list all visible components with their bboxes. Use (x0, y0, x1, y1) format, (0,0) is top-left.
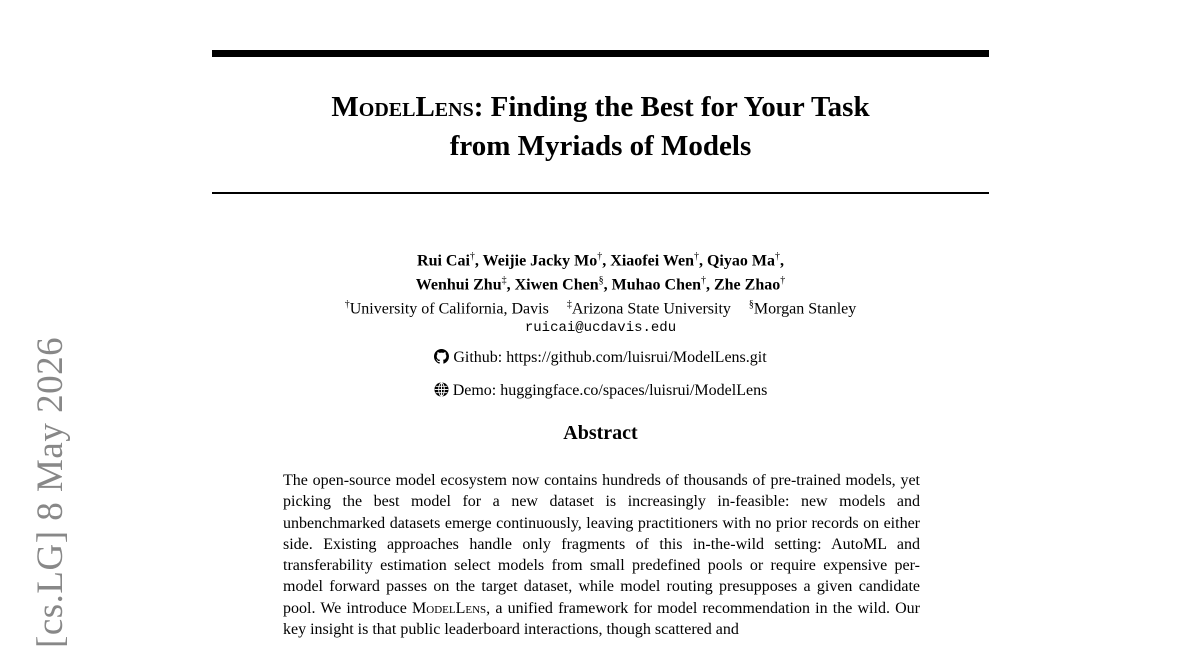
author-separator: , (603, 276, 612, 294)
author-line-2 (212, 271, 989, 295)
github-link-row[interactable] (212, 348, 989, 368)
globe-icon (434, 382, 449, 397)
author-mark: † (597, 251, 603, 262)
affiliations (212, 295, 989, 319)
author-separator: , (506, 276, 515, 294)
abstract-method-name: ModelLens (412, 599, 487, 617)
affiliation-name: Arizona State University (571, 300, 731, 318)
abstract-part-1: The open-source model ecosystem now contains hundreds of thousands of pre-trained models, yet picking the best model for a new dataset is increasingly in-feasible: new models and unbenchmarked datasets emerge continuously, leaving practitioners with no prior records on either side. Existing approaches handle only fragments of this in-the-wild setting: AutoML and transferability estimation select models from small predefined pools or require expensive per-model forward passes on the target dataset, while model routing presupposes a given candidate pool. We introduce (283, 472, 920, 617)
github-icon (434, 349, 449, 364)
author-separator: , (602, 252, 611, 270)
demo-link-row[interactable] (212, 381, 989, 401)
abstract-part-2: , a unified framework for model recommendation in the wild. Our key insight is that public leaderboard interactions, though scattered and (283, 599, 921, 639)
author-name: Xiaofei Wen (610, 252, 694, 270)
abstract-heading: Abstract (563, 422, 638, 444)
author-mark: † (774, 251, 780, 262)
author-name: Qiyao Ma (706, 252, 775, 270)
abstract-text (283, 470, 920, 640)
affiliation-mark: † (344, 299, 350, 310)
author-name: Xiwen Chen (514, 276, 599, 294)
affiliation-name: Morgan Stanley (753, 300, 857, 318)
author-separator: , (705, 276, 714, 294)
author-separator: , (698, 252, 707, 270)
author-name: Zhe Zhao (713, 276, 781, 294)
arxiv-side-stamp: [cs.LG] 8 May 2026 (30, 336, 71, 648)
author-name: Weijie Jacky Mo (482, 252, 598, 270)
author-separator: , (779, 252, 784, 270)
author-separator: , (474, 252, 483, 270)
author-list (212, 247, 989, 296)
affiliation-name: University of California, Davis (349, 300, 549, 318)
author-mark: † (469, 251, 475, 262)
author-mark: † (780, 275, 786, 287)
github-link-text[interactable]: Github: https://github.com/luisrui/ModelLens.git (453, 349, 767, 366)
contact-email[interactable]: ruicai@ucdavis.edu (524, 320, 677, 336)
author-mark: † (693, 251, 699, 262)
author-name: Rui Cai (417, 252, 470, 270)
title-bottom-rule (212, 192, 989, 194)
title-method-name: ModelLens (331, 91, 474, 123)
title-top-rule (212, 50, 989, 57)
title-line1-rest: : Finding the Best for Your Task (473, 91, 870, 123)
author-mark: † (700, 275, 706, 287)
title-line2: from Myriads of Models (449, 130, 752, 162)
author-name: Muhao Chen (611, 276, 701, 294)
affiliation-mark: § (748, 299, 754, 310)
author-line-1 (212, 247, 989, 271)
author-mark: § (598, 275, 604, 287)
author-mark: ‡ (501, 275, 507, 287)
affiliation-mark: ‡ (566, 299, 572, 310)
paper-title (212, 88, 989, 166)
author-name: Wenhui Zhu (415, 276, 502, 294)
demo-link-text[interactable]: Demo: huggingface.co/spaces/luisrui/ModelLens (452, 382, 768, 399)
